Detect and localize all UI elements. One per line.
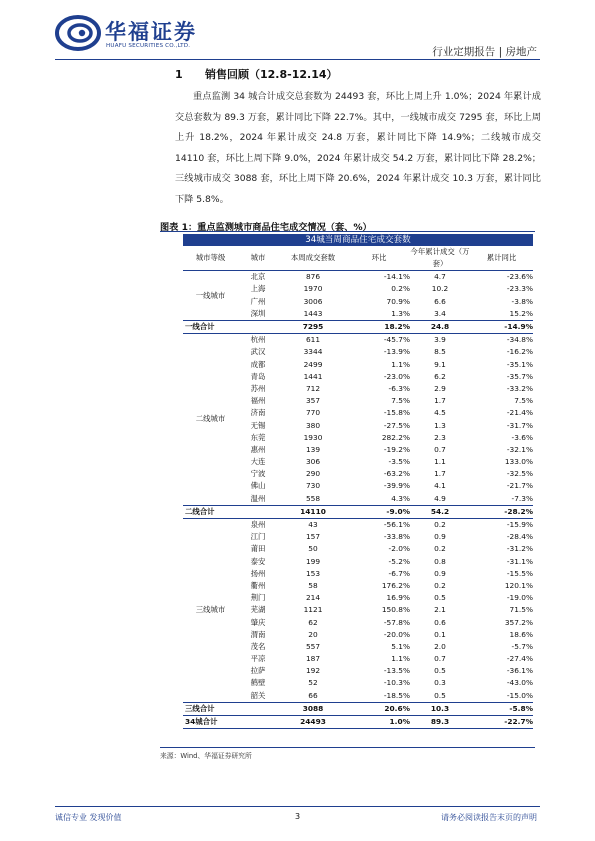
tier-label: 二线城市 <box>195 414 226 424</box>
cell-ytd: 3.9 <box>434 335 446 345</box>
cell-deals: 876 <box>305 272 321 282</box>
cell-deals: 730 <box>305 481 321 491</box>
cell-deals: 3344 <box>303 347 323 357</box>
cell-wow: -23.0% <box>383 371 410 381</box>
cell-deals: 380 <box>305 420 321 430</box>
header-ytd: 今年累计成交（万套） <box>410 246 470 271</box>
city-name: 广州 <box>250 296 266 306</box>
figure-source: 来源：Wind、华福证券研究所 <box>160 752 252 760</box>
cell-wow: 150.8% <box>381 605 410 615</box>
cell-ytd: 0.3 <box>434 678 446 688</box>
cell-deals: 1930 <box>303 432 323 442</box>
cell-wow: 282.2% <box>381 432 410 442</box>
cell-ytd: 0.2 <box>434 580 446 590</box>
city-name: 苏州 <box>250 383 266 393</box>
city-name: 杭州 <box>250 335 266 345</box>
city-name: 武汉 <box>250 347 266 357</box>
cell-ytd: 0.7 <box>434 654 446 664</box>
cell-yoy: -33.2% <box>506 383 533 393</box>
city-name: 茂名 <box>250 641 266 651</box>
cell-wow: -14.1% <box>383 272 410 282</box>
cell-deals: 43 <box>308 520 318 530</box>
cell-ytd: 0.1 <box>434 629 446 639</box>
cell-ytd: 2.3 <box>434 432 446 442</box>
cell-deals: 2499 <box>303 359 323 369</box>
cell-ytd: 0.2 <box>434 544 446 554</box>
cell-wow: -13.9% <box>383 347 410 357</box>
cell-yoy: -32.1% <box>506 444 533 454</box>
total-yoy: -22.7% <box>470 715 533 728</box>
cell-yoy: 18.6% <box>509 629 533 639</box>
cell-yoy: -27.4% <box>506 654 533 664</box>
subtotal-label: 一线合计 <box>183 320 278 333</box>
cell-wow: 0.2% <box>391 284 410 294</box>
logo-english-name: HUAFU SECURITIES CO.,LTD. <box>106 43 191 49</box>
subtotal-label: 二线合计 <box>183 505 278 518</box>
cell-yoy: -23.3% <box>506 284 533 294</box>
cell-yoy: 15.2% <box>509 308 533 318</box>
cell-yoy: -7.3% <box>511 493 533 503</box>
city-name: 无锡 <box>250 420 266 430</box>
cell-deals: 290 <box>305 469 321 479</box>
subtotal-wow: 20.6% <box>348 702 410 715</box>
cell-yoy: -31.7% <box>506 420 533 430</box>
cell-deals: 770 <box>305 408 321 418</box>
cell-wow: -15.8% <box>383 408 410 418</box>
cell-ytd: 0.5 <box>434 593 446 603</box>
cell-yoy: -43.0% <box>506 678 533 688</box>
city-name: 上海 <box>250 284 266 294</box>
cell-deals: 1970 <box>303 284 323 294</box>
cell-wow: -63.2% <box>383 469 410 479</box>
cell-wow: -6.7% <box>388 568 410 578</box>
cell-deals: 157 <box>305 532 321 542</box>
cell-yoy: -3.6% <box>511 432 533 442</box>
cell-yoy: -21.4% <box>506 408 533 418</box>
cell-deals: 192 <box>305 666 321 676</box>
city-name: 平凉 <box>250 654 266 664</box>
cell-deals: 52 <box>308 678 318 688</box>
cell-wow: -2.0% <box>388 544 410 554</box>
cell-ytd: 0.5 <box>434 666 446 676</box>
city-name: 青岛 <box>250 371 266 381</box>
subtotal-yoy: -5.8% <box>470 702 533 715</box>
city-name: 荆门 <box>250 593 266 603</box>
footer-slogan: 诚信专业 发现价值 <box>55 813 122 822</box>
header-tier: 城市等级 <box>183 246 238 271</box>
cell-yoy: 7.5% <box>514 396 533 406</box>
subtotal-deals: 14110 <box>278 505 348 518</box>
cell-wow: -5.2% <box>388 556 410 566</box>
subtotal-ytd: 24.8 <box>410 320 470 333</box>
cell-yoy: -28.4% <box>506 532 533 542</box>
cell-wow: -33.8% <box>383 532 410 542</box>
subtotal-row <box>183 320 533 333</box>
cell-ytd: 6.2 <box>434 371 446 381</box>
cell-wow: 7.5% <box>391 396 410 406</box>
cell-ytd: 0.9 <box>434 532 446 542</box>
cell-ytd: 0.2 <box>434 520 446 530</box>
cell-yoy: -21.7% <box>506 481 533 491</box>
cell-ytd: 8.5 <box>434 347 446 357</box>
cell-yoy: 133.0% <box>504 457 533 467</box>
cell-wow: 1.3% <box>391 308 410 318</box>
sales-table <box>183 234 533 729</box>
cell-ytd: 10.2 <box>431 284 449 294</box>
cell-yoy: 120.1% <box>504 580 533 590</box>
summary-paragraph: 重点监测 34 城合计成交总套数为 24493 套，环比上周上升 1.0%；2024 年累计成交总套数为 89.3 万套，累计同比下降 22.7%。其中，一线城市成交 7295 套，环比上周上升 18.2%，2024 年累计成交 24.8 万套，累计同比下降 14.9%；二线城市成交 14110 套，环比上周下降 9.0%，2024 年累计成交 54.2 万套，累计同比下降 28.2%；三线城市成交 3088 套，环比上周下降 20.6%，2024 年累计成交 10.3 万套，累计同比下降 5.8%。 <box>175 91 541 205</box>
city-name: 东莞 <box>250 432 266 442</box>
city-name: 鹤壁 <box>250 678 266 688</box>
cell-yoy: -31.2% <box>506 544 533 554</box>
cell-ytd: 0.5 <box>434 690 446 700</box>
cell-yoy: -35.1% <box>506 359 533 369</box>
city-name: 济南 <box>250 408 266 418</box>
city-name: 北京 <box>250 272 266 282</box>
cell-deals: 58 <box>308 580 318 590</box>
subtotal-yoy: -14.9% <box>470 320 533 333</box>
cell-wow: -45.7% <box>383 335 410 345</box>
cell-yoy: -32.5% <box>506 469 533 479</box>
cell-deals: 3006 <box>303 296 323 306</box>
cell-wow: -57.8% <box>383 617 410 627</box>
cell-deals: 1441 <box>303 371 323 381</box>
cell-ytd: 0.6 <box>434 617 446 627</box>
city-name: 泉州 <box>250 520 266 530</box>
tier-label: 一线城市 <box>195 290 226 300</box>
cell-ytd: 2.9 <box>434 383 446 393</box>
section-heading: 销售回顾（12.8-12.14） <box>205 68 338 81</box>
table-row <box>183 271 533 284</box>
cell-wow: 1.1% <box>391 654 410 664</box>
cell-yoy: -23.6% <box>506 272 533 282</box>
figure-divider <box>160 231 535 232</box>
cell-deals: 558 <box>305 493 321 503</box>
cell-deals: 1121 <box>303 605 323 615</box>
city-name: 衢州 <box>250 580 266 590</box>
cell-yoy: -5.7% <box>511 641 533 651</box>
cell-yoy: 357.2% <box>504 617 533 627</box>
subtotal-row <box>183 505 533 518</box>
city-name: 江门 <box>250 532 266 542</box>
cell-ytd: 0.8 <box>434 556 446 566</box>
city-name: 肇庆 <box>250 617 266 627</box>
city-name: 成都 <box>250 359 266 369</box>
cell-wow: -56.1% <box>383 520 410 530</box>
cell-ytd: 4.1 <box>434 481 446 491</box>
cell-deals: 139 <box>305 444 321 454</box>
city-name: 芜湖 <box>250 605 266 615</box>
cell-wow: -6.3% <box>388 383 410 393</box>
table-row <box>183 518 533 531</box>
cell-ytd: 4.9 <box>434 493 446 503</box>
page-number: 3 <box>294 812 301 821</box>
cell-wow: -27.5% <box>383 420 410 430</box>
footer-divider <box>55 806 540 807</box>
cell-wow: 1.1% <box>391 359 410 369</box>
city-name: 拉萨 <box>250 666 266 676</box>
cell-wow: -18.5% <box>383 690 410 700</box>
total-ytd: 89.3 <box>410 715 470 728</box>
cell-ytd: 3.4 <box>434 308 446 318</box>
cell-deals: 62 <box>308 617 318 627</box>
subtotal-wow: -9.0% <box>348 505 410 518</box>
cell-ytd: 6.6 <box>434 296 446 306</box>
cell-deals: 50 <box>308 544 318 554</box>
cell-deals: 306 <box>305 457 321 467</box>
cell-wow: -13.5% <box>383 666 410 676</box>
cell-wow: 16.9% <box>386 593 410 603</box>
header-yoy: 累计同比 <box>470 246 533 271</box>
city-name: 泰安 <box>250 556 266 566</box>
cell-wow: 176.2% <box>381 580 410 590</box>
cell-ytd: 0.9 <box>434 568 446 578</box>
cell-yoy: -19.0% <box>506 593 533 603</box>
cell-yoy: -36.1% <box>506 666 533 676</box>
city-name: 宁波 <box>250 469 266 479</box>
total-row <box>183 715 533 728</box>
cell-ytd: 2.1 <box>434 605 446 615</box>
table-body <box>183 271 533 729</box>
tier-label: 三线城市 <box>195 605 226 615</box>
table-banner: 34城当周商品住宅成交套数 <box>183 234 533 246</box>
document-type: 行业定期报告 | 房地产 <box>432 46 537 58</box>
total-deals: 24493 <box>278 715 348 728</box>
cell-ytd: 4.5 <box>434 408 446 418</box>
cell-yoy: -35.7% <box>506 371 533 381</box>
cell-yoy: -15.0% <box>506 690 533 700</box>
city-name: 扬州 <box>250 568 266 578</box>
cell-ytd: 9.1 <box>434 359 446 369</box>
logo-chinese-name: 华福证券 <box>105 20 197 44</box>
figure-title: 图表 1：重点监测城市商品住宅成交情况（套、%） <box>160 222 372 233</box>
subtotal-row <box>183 702 533 715</box>
cell-deals: 66 <box>308 690 318 700</box>
city-name: 韶关 <box>250 690 266 700</box>
city-name: 深圳 <box>250 308 266 318</box>
header-divider <box>55 59 540 60</box>
section-number: 1 <box>175 68 183 81</box>
total-label: 34城合计 <box>183 715 278 728</box>
subtotal-ytd: 54.2 <box>410 505 470 518</box>
cell-deals: 611 <box>305 335 321 345</box>
city-name: 渭南 <box>250 629 266 639</box>
cell-deals: 1443 <box>303 308 323 318</box>
cell-ytd: 1.1 <box>434 457 446 467</box>
company-logo <box>55 14 235 54</box>
subtotal-yoy: -28.2% <box>470 505 533 518</box>
cell-ytd: 4.7 <box>434 272 446 282</box>
cell-yoy: -15.5% <box>506 568 533 578</box>
cell-yoy: -15.9% <box>506 520 533 530</box>
header-city: 城市 <box>238 246 278 271</box>
cell-wow: -3.5% <box>388 457 410 467</box>
cell-deals: 712 <box>305 383 321 393</box>
city-name: 莆田 <box>250 544 266 554</box>
table-row <box>183 334 533 347</box>
cell-wow: -10.3% <box>383 678 410 688</box>
cell-deals: 199 <box>305 556 321 566</box>
source-divider <box>160 747 535 748</box>
cell-ytd: 2.0 <box>434 641 446 651</box>
cell-ytd: 1.7 <box>434 396 446 406</box>
cell-ytd: 0.7 <box>434 444 446 454</box>
subtotal-deals: 7295 <box>278 320 348 333</box>
cell-deals: 20 <box>308 629 318 639</box>
footer-disclaimer: 请务必阅读报告末页的声明 <box>441 813 537 822</box>
huafu-logo-icon <box>55 14 101 52</box>
cell-wow: -20.0% <box>383 629 410 639</box>
cell-deals: 187 <box>305 654 321 664</box>
cell-ytd: 1.7 <box>434 469 446 479</box>
cell-wow: 70.9% <box>386 296 410 306</box>
cell-wow: -39.9% <box>383 481 410 491</box>
cell-wow: 4.3% <box>391 493 410 503</box>
cell-ytd: 1.3 <box>434 420 446 430</box>
city-name: 佛山 <box>250 481 266 491</box>
cell-deals: 557 <box>305 641 321 651</box>
cell-wow: 5.1% <box>391 641 410 651</box>
city-name: 惠州 <box>250 444 266 454</box>
cell-deals: 357 <box>305 396 321 406</box>
section-title <box>175 66 338 82</box>
header-wow: 环比 <box>348 246 410 271</box>
city-name: 大连 <box>250 457 266 467</box>
cell-wow: -19.2% <box>383 444 410 454</box>
city-name: 福州 <box>250 396 266 406</box>
cell-yoy: -34.8% <box>506 335 533 345</box>
subtotal-deals: 3088 <box>278 702 348 715</box>
subtotal-ytd: 10.3 <box>410 702 470 715</box>
cell-yoy: -16.2% <box>506 347 533 357</box>
total-wow: 1.0% <box>348 715 410 728</box>
subtotal-label: 三线合计 <box>183 702 278 715</box>
city-name: 温州 <box>250 493 266 503</box>
cell-yoy: -3.8% <box>511 296 533 306</box>
cell-yoy: 71.5% <box>509 605 533 615</box>
header-deals: 本周成交套数 <box>278 246 348 271</box>
cell-yoy: -31.1% <box>506 556 533 566</box>
cell-deals: 153 <box>305 568 321 578</box>
cell-deals: 214 <box>305 593 321 603</box>
subtotal-wow: 18.2% <box>348 320 410 333</box>
table-banner-row <box>183 234 533 246</box>
table-header-row <box>183 246 533 271</box>
